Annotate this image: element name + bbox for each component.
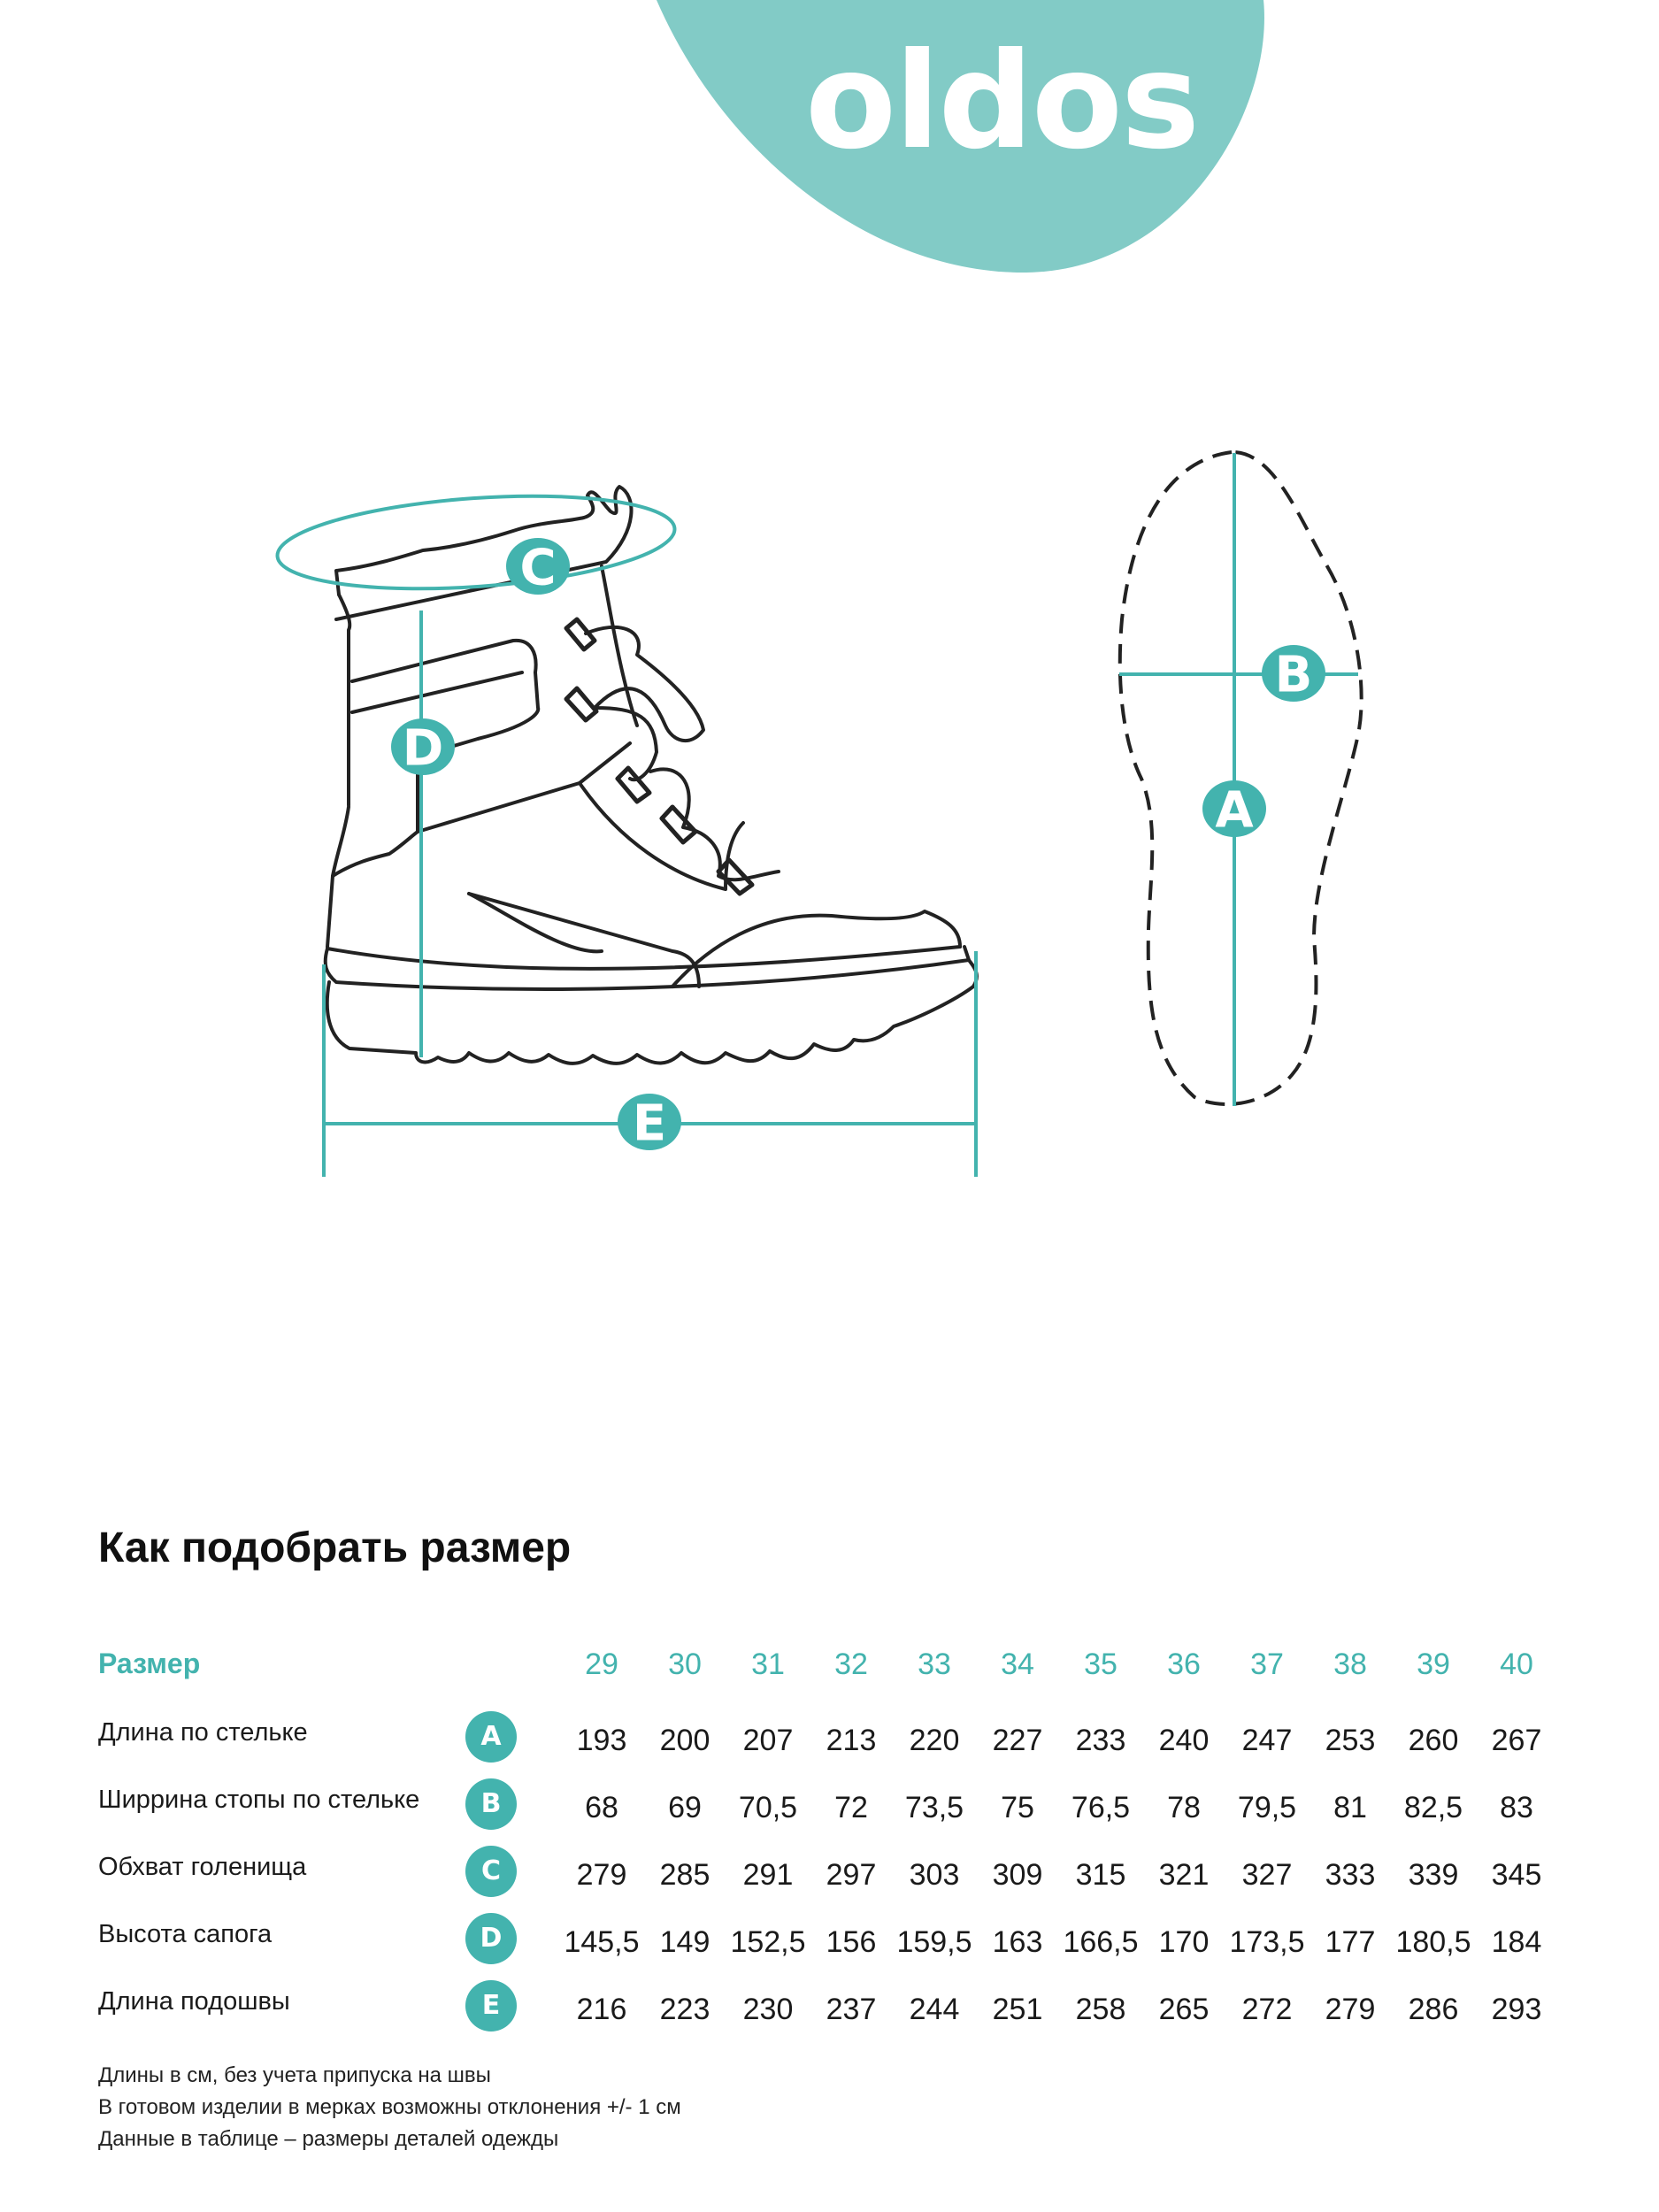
size-cell: 31 bbox=[751, 1647, 785, 1681]
value-cell: 82,5 bbox=[1403, 1791, 1463, 1824]
value-cell: 145,5 bbox=[564, 1925, 640, 1959]
value-cell: 333 bbox=[1325, 1858, 1376, 1892]
value-cell: 327 bbox=[1241, 1858, 1293, 1892]
value-cell: 75 bbox=[1001, 1791, 1034, 1824]
value-cell: 285 bbox=[659, 1858, 710, 1892]
value-cell: 149 bbox=[659, 1925, 710, 1959]
value-cell: 177 bbox=[1325, 1925, 1376, 1959]
value-cell: 200 bbox=[659, 1724, 710, 1757]
measurement-lines bbox=[274, 484, 976, 1177]
value-cell: 253 bbox=[1325, 1724, 1376, 1757]
value-cell: 230 bbox=[742, 1993, 794, 2026]
value-cell: 265 bbox=[1158, 1993, 1210, 2026]
size-cell: 40 bbox=[1500, 1647, 1533, 1681]
table-row bbox=[0, 1853, 1659, 1915]
value-cell: 216 bbox=[576, 1993, 627, 2026]
size-cell: 29 bbox=[585, 1647, 618, 1681]
marker-B-label: B bbox=[1274, 646, 1313, 704]
value-cell: 166,5 bbox=[1063, 1925, 1139, 1959]
marker-D-label: D bbox=[402, 719, 444, 778]
value-cell: 303 bbox=[909, 1858, 960, 1892]
value-cell: 240 bbox=[1158, 1724, 1210, 1757]
marker-A-label: A bbox=[1215, 781, 1254, 840]
brand-logo: oldos bbox=[805, 25, 1199, 179]
table-header-row bbox=[0, 1647, 1659, 1709]
value-cell: 78 bbox=[1167, 1791, 1201, 1824]
footnote: Длины в см, без учета припуска на швы bbox=[98, 2063, 491, 2087]
marker-A bbox=[1202, 780, 1266, 840]
page-title: Как подобрать размер bbox=[98, 1525, 572, 1571]
value-cell: 345 bbox=[1491, 1858, 1542, 1892]
value-cell: 339 bbox=[1408, 1858, 1459, 1892]
marker-C-label: C bbox=[519, 539, 557, 597]
value-cell: 193 bbox=[576, 1724, 627, 1757]
value-cell: 223 bbox=[659, 1993, 710, 2026]
marker-E-label: E bbox=[632, 1094, 667, 1153]
row-label: Высота сапога bbox=[98, 1920, 273, 1948]
value-cell: 163 bbox=[992, 1925, 1043, 1959]
marker-badge: E bbox=[465, 1980, 517, 2032]
value-cell: 76,5 bbox=[1071, 1791, 1131, 1824]
value-cell: 72 bbox=[834, 1791, 868, 1824]
marker-C bbox=[506, 538, 570, 597]
value-cell: 156 bbox=[826, 1925, 877, 1959]
marker-D bbox=[391, 718, 455, 778]
marker-badge: A bbox=[465, 1711, 517, 1763]
value-cell: 279 bbox=[1325, 1993, 1376, 2026]
footnote: В готовом изделии в мерках возможны отклонения +/- 1 см bbox=[98, 2095, 681, 2119]
value-cell: 81 bbox=[1333, 1791, 1367, 1824]
value-cell: 79,5 bbox=[1237, 1791, 1297, 1824]
value-cell: 69 bbox=[668, 1791, 702, 1824]
value-cell: 220 bbox=[909, 1724, 960, 1757]
size-cell: 35 bbox=[1084, 1647, 1118, 1681]
value-cell: 297 bbox=[826, 1858, 877, 1892]
insole-outline bbox=[1119, 452, 1362, 1106]
marker-badge: C bbox=[465, 1846, 517, 1897]
value-cell: 227 bbox=[992, 1724, 1043, 1757]
table-row bbox=[0, 1987, 1659, 2049]
table-row bbox=[0, 1786, 1659, 1847]
size-cell: 34 bbox=[1001, 1647, 1034, 1681]
value-cell: 244 bbox=[909, 1993, 960, 2026]
value-cell: 258 bbox=[1075, 1993, 1126, 2026]
size-cell: 38 bbox=[1333, 1647, 1367, 1681]
value-cell: 233 bbox=[1075, 1724, 1126, 1757]
header-label: Размер bbox=[98, 1647, 201, 1679]
value-cell: 260 bbox=[1408, 1724, 1459, 1757]
value-cell: 213 bbox=[826, 1724, 877, 1757]
table-row bbox=[0, 1718, 1659, 1780]
value-cell: 251 bbox=[992, 1993, 1043, 2026]
size-cell: 37 bbox=[1250, 1647, 1284, 1681]
value-cell: 309 bbox=[992, 1858, 1043, 1892]
size-cell: 39 bbox=[1417, 1647, 1450, 1681]
value-cell: 73,5 bbox=[904, 1791, 964, 1824]
value-cell: 315 bbox=[1075, 1858, 1126, 1892]
marker-B bbox=[1262, 645, 1325, 704]
row-label: Ширрина стопы по стельке bbox=[98, 1786, 420, 1814]
row-label: Длина подошвы bbox=[98, 1987, 290, 2016]
marker-E bbox=[618, 1094, 681, 1153]
size-cell: 33 bbox=[918, 1647, 951, 1681]
value-cell: 68 bbox=[585, 1791, 618, 1824]
value-cell: 152,5 bbox=[730, 1925, 806, 1959]
value-cell: 207 bbox=[742, 1724, 794, 1757]
value-cell: 170 bbox=[1158, 1925, 1210, 1959]
value-cell: 184 bbox=[1491, 1925, 1542, 1959]
value-cell: 279 bbox=[576, 1858, 627, 1892]
value-cell: 237 bbox=[826, 1993, 877, 2026]
value-cell: 321 bbox=[1158, 1858, 1210, 1892]
size-cell: 32 bbox=[834, 1647, 868, 1681]
value-cell: 83 bbox=[1500, 1791, 1533, 1824]
footnotes bbox=[98, 2060, 681, 2155]
size-cell: 30 bbox=[668, 1647, 702, 1681]
table-row bbox=[0, 1920, 1659, 1982]
value-cell: 293 bbox=[1491, 1993, 1542, 2026]
size-cell: 36 bbox=[1167, 1647, 1201, 1681]
value-cell: 247 bbox=[1241, 1724, 1293, 1757]
value-cell: 70,5 bbox=[738, 1791, 798, 1824]
value-cell: 267 bbox=[1491, 1724, 1542, 1757]
footnote: Данные в таблице – размеры деталей одежды bbox=[98, 2127, 559, 2151]
value-cell: 291 bbox=[742, 1858, 794, 1892]
marker-badge: B bbox=[465, 1778, 517, 1830]
value-cell: 159,5 bbox=[896, 1925, 972, 1959]
row-label: Обхват голенища bbox=[98, 1853, 307, 1881]
marker-badge: D bbox=[465, 1913, 517, 1964]
value-cell: 180,5 bbox=[1395, 1925, 1471, 1959]
value-cell: 173,5 bbox=[1229, 1925, 1305, 1959]
row-label: Длина по стельке bbox=[98, 1718, 308, 1747]
value-cell: 286 bbox=[1408, 1993, 1459, 2026]
value-cell: 272 bbox=[1241, 1993, 1293, 2026]
